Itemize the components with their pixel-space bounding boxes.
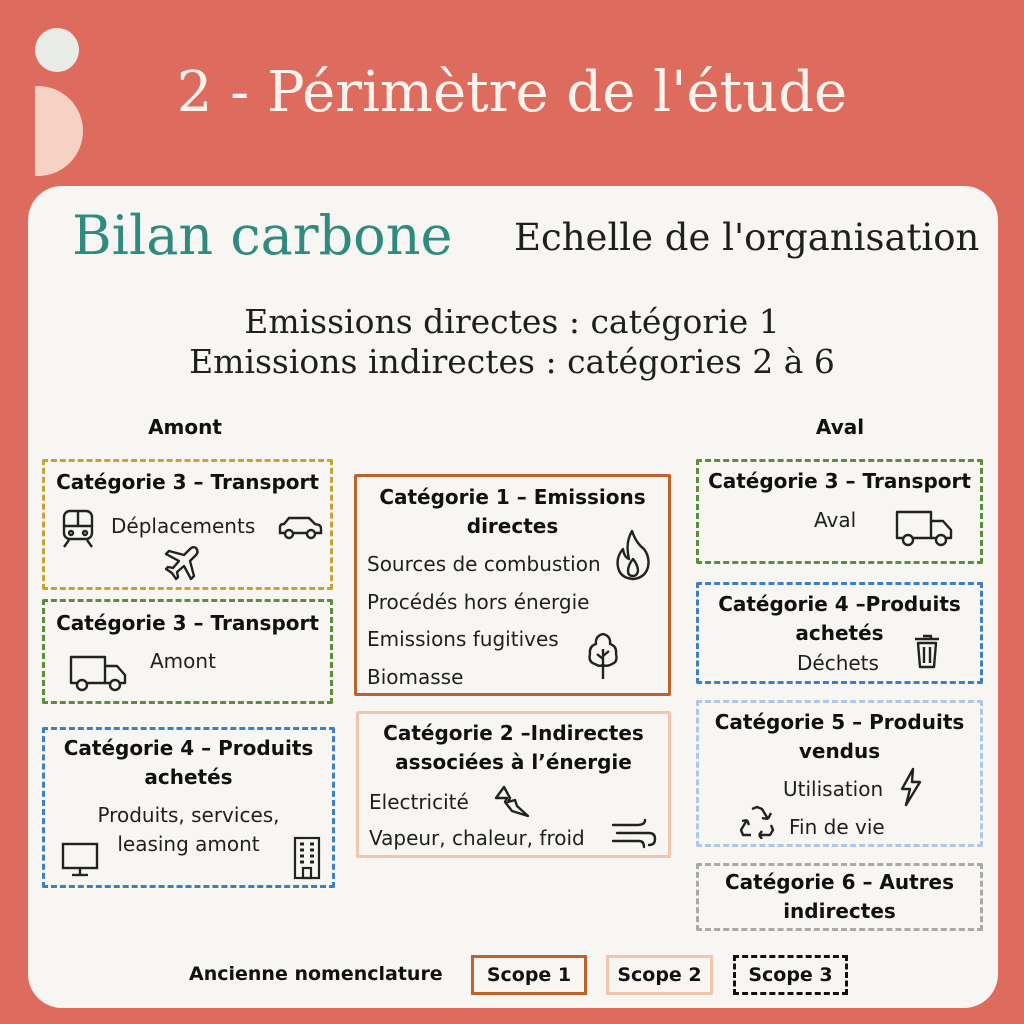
recycle-icon: [738, 805, 776, 839]
item-text: Biomasse: [367, 665, 464, 689]
upstream-cat3-travel-box: [42, 459, 333, 590]
box-title: Catégorie 3 – Transport: [708, 469, 971, 493]
box-title-line2: achetés: [144, 765, 233, 789]
flame-icon: [614, 529, 652, 581]
scale-label: Echelle de l'organisation: [514, 216, 980, 259]
truck-icon: [69, 654, 129, 694]
item-text: Déplacements: [111, 514, 256, 538]
box-title-line1: Catégorie 5 – Produits: [714, 710, 965, 734]
item-text: Procédés hors énergie: [367, 590, 590, 614]
indirect-emissions-label: Emissions indirectes : catégories 2 à 6: [189, 342, 835, 381]
downstream-cat4-waste-box: [696, 582, 983, 684]
item-text: Emissions fugitives: [367, 627, 559, 651]
car-icon: [277, 514, 323, 542]
truck-icon: [895, 509, 955, 549]
bolt-icon: [899, 767, 923, 807]
lightning-icon: [493, 784, 531, 818]
item-text: Utilisation: [783, 777, 884, 801]
item-text: leasing amont: [117, 832, 260, 856]
legend-label: Ancienne nomenclature: [189, 963, 443, 985]
item-text: Aval: [814, 508, 857, 532]
scope3-legend: Scope 3: [733, 955, 848, 995]
item-text: Fin de vie: [789, 815, 885, 839]
plane-icon: [163, 544, 201, 582]
upstream-cat4-box: [42, 727, 335, 888]
item-text: Sources de combustion: [367, 552, 601, 576]
box-title-line2: directes: [466, 514, 559, 538]
item-text: Produits, services,: [97, 803, 280, 827]
train-icon: [61, 509, 95, 549]
upstream-label: Amont: [148, 415, 222, 439]
item-text: Amont: [150, 649, 216, 673]
box-title-line1: Catégorie 1 – Emissions: [379, 485, 646, 509]
downstream-cat3-transport-box: [696, 459, 983, 564]
box-title: Catégorie 3 – Transport: [56, 470, 319, 494]
item-text: Electricité: [369, 790, 469, 814]
scope1-legend: Scope 1: [471, 955, 587, 995]
item-text: Vapeur, chaleur, froid: [369, 826, 585, 850]
upstream-cat3-transport-box: [42, 599, 333, 704]
direct-emissions-label: Emissions directes : catégorie 1: [244, 302, 780, 341]
cat1-direct-emissions-box: [354, 474, 671, 696]
box-title-line1: Catégorie 4 – Produits: [63, 736, 314, 760]
cat2-energy-indirect-box: [356, 711, 671, 858]
box-title: Catégorie 3 – Transport: [56, 611, 319, 635]
box-title-line1: Catégorie 6 – Autres: [724, 870, 955, 894]
building-icon: [292, 836, 322, 880]
trash-icon: [913, 632, 941, 670]
box-title-line2: vendus: [798, 739, 881, 763]
item-text: Déchets: [797, 651, 879, 675]
downstream-cat6-box: [696, 863, 983, 931]
steam-icon: [611, 816, 657, 850]
page-title: 2 - Périmètre de l'étude: [176, 60, 848, 125]
box-title-line1: Catégorie 2 –Indirectes: [383, 721, 644, 745]
downstream-label: Aval: [815, 415, 865, 439]
downstream-cat5-box: [696, 700, 983, 847]
scope2-legend: Scope 2: [606, 955, 713, 995]
box-title-line2: associées à l’énergie: [395, 750, 632, 774]
box-title-line2: indirectes: [783, 899, 896, 923]
subtitle: Bilan carbone: [72, 204, 453, 267]
box-title-line2: achetés: [795, 621, 884, 645]
monitor-icon: [61, 842, 99, 878]
tree-icon: [585, 631, 621, 681]
box-title-line1: Catégorie 4 –Produits: [718, 592, 961, 616]
